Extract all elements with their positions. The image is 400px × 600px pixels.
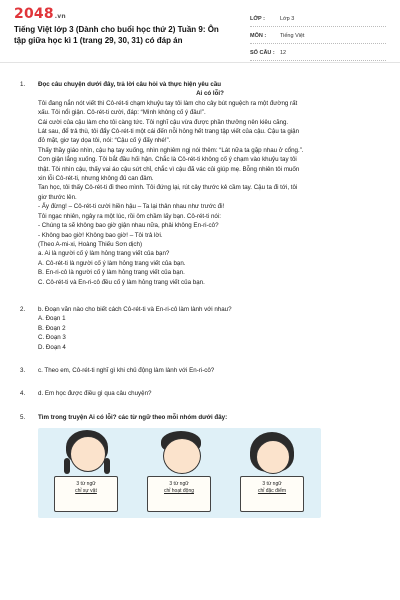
story-line: Thấy thầy giáo nhìn, cậu hạ tay xuống, nhìn nghiêm ngị nói thêm: “Lát nữa ta gặp nhau ở cổng.”.: [38, 146, 304, 154]
word-group-sign: [54, 476, 118, 512]
answer-option[interactable]: C. Đoạn 3: [38, 334, 66, 342]
story-line: xin lỗi Cô-rét-ti, nhưng không đủ can đảm.: [38, 175, 154, 183]
story-line: Cái cười của cậu làm cho tôi càng tức. Tôi nghĩ cậu vừa được phần thưởng nên kiêu căng.: [38, 118, 289, 126]
site-logo[interactable]: [14, 6, 66, 22]
question-5: [20, 413, 382, 518]
sub-question: a. Ai là người cố ý làm hỏng trang viết của bạn?: [38, 250, 170, 258]
meta-class: [250, 12, 386, 27]
girl-figure: [48, 428, 128, 518]
answer-option[interactable]: A. Cô-rét-ti là người cố ý làm hỏng trang viết của bạn.: [38, 259, 186, 267]
story-line: Cơn giận lắng xuống. Tôi bắt đầu hối hận. Chắc là Cô-rét-ti không cố ý chạm vào khuỷu tay tôi: [38, 156, 297, 164]
question-number: 2.: [20, 305, 26, 313]
boy-figure: [141, 428, 221, 518]
story-source: (Theo A-mi-xi, Hoàng Thiếu Sơn dịch): [38, 240, 143, 248]
sign-line: 3 từ ngữ: [262, 481, 282, 488]
logo-text: 2048: [14, 6, 54, 22]
question-prompt: Tìm trong truyện Ai có lỗi? các từ ngữ theo mỗi nhóm dưới đây:: [38, 413, 228, 421]
story-title: Ai có lỗi?: [196, 90, 224, 98]
sign-line: chỉ sự vật: [75, 488, 97, 495]
question-number: 3.: [20, 366, 26, 374]
answer-option[interactable]: A. Đoạn 1: [38, 315, 66, 323]
question-number: 1.: [20, 81, 26, 88]
question-prompt: Đọc câu chuyện dưới đây, trả lời câu hỏi và thực hiện yêu cầu: [38, 81, 222, 88]
sign-line: chỉ đặc điểm: [257, 488, 287, 495]
meta-subject: [250, 29, 386, 44]
meta-key: SỐ CÂU :: [250, 50, 275, 56]
answer-option[interactable]: B. Đoạn 2: [38, 324, 66, 332]
story-line: - Ấy đừng! – Cô-rét-ti cười hiền hậu – Ta lại thân nhau như trước đi!: [38, 203, 225, 211]
question-number: 5.: [20, 413, 26, 421]
word-group-sign: [240, 476, 304, 512]
sign-line: chỉ hoạt động: [163, 488, 195, 495]
document-title: Tiếng Việt lớp 3 (Dành cho buổi học thứ 2) Tuần 9: Ôn tập giữa học kì 1 (trang 29, 30, 31) có đáp án: [14, 25, 219, 45]
meta-value: 12: [280, 50, 287, 56]
page-header: [0, 0, 400, 63]
story-line: - Chúng ta sẽ không bao giờ giận nhau nữa, phải không En-ri-cô?: [38, 222, 219, 230]
story-body: [38, 99, 382, 287]
question-3: [20, 366, 382, 375]
story-line: - Không bao giờ! Không bao giờ! – Tôi trả lời.: [38, 231, 163, 239]
answer-option[interactable]: C. Cô-rét-ti và En-ri-cô đều cố ý làm hỏng trang viết của bạn.: [38, 278, 205, 286]
meta-value: Tiếng Việt: [280, 33, 305, 39]
story-line: Lát sau, để trả thù, tôi đẩy Cô-rét-ti một cái đến nỗi hỏng hết trang tập viết của cậu. Cậu ta giận: [38, 128, 300, 136]
meta-key: LỚP :: [250, 16, 265, 22]
logo-suffix: .vn: [54, 13, 66, 20]
question-prompt: b. Đoạn văn nào cho biết cách Cô-rét-ti và En-ri-cô làm lành với nhau?: [38, 305, 232, 313]
story-line: Tan học, tôi thấy Cô-rét-ti đi theo mình. Tôi đứng lại, rút cây thước kẻ cầm tay. Cậu ta đi tới, tôi: [38, 184, 298, 192]
document-content: [20, 80, 382, 518]
question-number: 4.: [20, 390, 26, 398]
sign-line: 3 từ ngữ: [169, 481, 189, 488]
document-meta: [250, 12, 386, 63]
story-line: đỏ mặt, giơ tay dọa tôi, nói: “Cậu cố ý đấy nhé!”.: [38, 137, 171, 145]
word-group-sign: [147, 476, 211, 512]
question-1: [20, 80, 382, 287]
kids-illustration: [38, 428, 321, 518]
story-line: Tôi ngạc nhiên, ngây ra một lúc, rồi ôm chầm lấy bạn. Cô-rét-ti nói:: [38, 212, 221, 220]
question-prompt: c. Theo em, Cô-rét-ti nghĩ gì khi chủ động làm lành với En-ri-cô?: [38, 366, 215, 374]
meta-question-count: [250, 46, 386, 61]
meta-key: MÔN :: [250, 33, 267, 39]
question-4: [20, 389, 382, 398]
sign-line: 3 từ ngữ: [76, 481, 96, 488]
story-line: giơ thước lên.: [38, 193, 77, 201]
meta-value: Lớp 3: [280, 16, 295, 22]
story-line: thật. Tôi nhìn cậu, thấy vai áo cậu sứt chỉ, chắc vì cậu đã vác củi giúp mẹ. Bỗng nhiên tôi muốn: [38, 165, 300, 173]
question-2: [20, 305, 382, 352]
story-line: Tôi đang nắn nót viết thì Cô-rét-ti chạm khuỷu tay tôi làm cho cây bút nguệch ra một đường rất: [38, 99, 298, 107]
girl-bob-figure: [234, 428, 314, 518]
answer-option[interactable]: D. Đoạn 4: [38, 343, 66, 351]
answer-option[interactable]: B. En-ri-cô là người cố ý làm hỏng trang viết của bạn.: [38, 269, 185, 277]
question-prompt: d. Em học được điều gì qua câu chuyện?: [38, 390, 152, 398]
story-line: xấu. Tôi nổi giận. Cô-rét-ti cười, đáp: “Mình không cố ý đâu!”.: [38, 109, 206, 117]
